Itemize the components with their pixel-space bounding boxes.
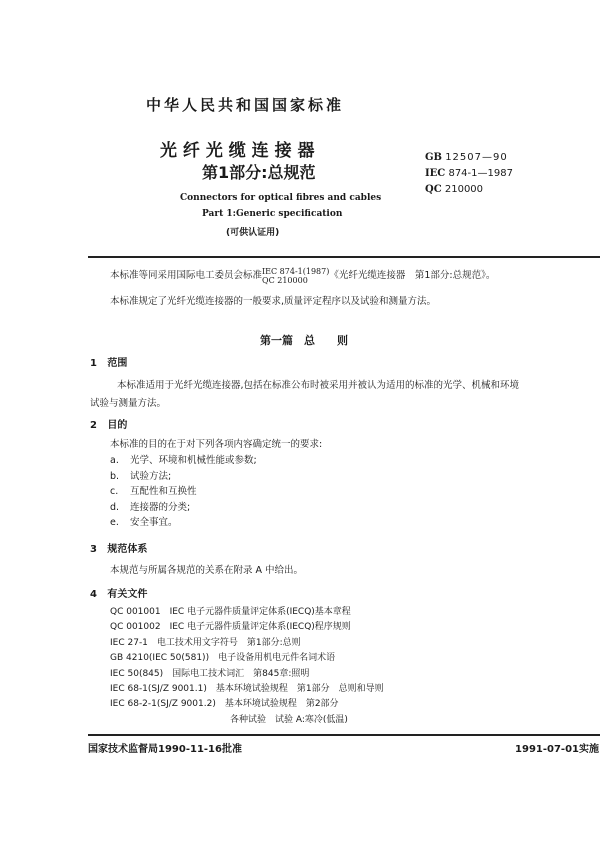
code-qc: QC 210000 [425, 184, 484, 195]
reference-item: IEC 27-1 电工技术用文字符号 第1部分:总则 [110, 637, 301, 648]
list-item: e. 安全事宜。 [110, 517, 178, 528]
list-item: c. 互配性和互换性 [110, 486, 197, 497]
code-iec: IEC 874-1—1987 [425, 168, 513, 179]
subtitle-cn: 第1部分:总规范 [202, 163, 316, 182]
header-rule [88, 256, 600, 258]
section-3-body: 本规范与所属各规范的关系在附录 A 中给出。 [110, 565, 304, 576]
reference-item: QC 001001 IEC 电子元器件质量评定体系(IECQ)基本章程 [110, 607, 351, 617]
reference-item: QC 001002 IEC 电子元器件质量评定体系(IECQ)程序规则 [110, 622, 351, 633]
reference-list [110, 605, 384, 728]
section-4-heading: 4 有关文件 [90, 589, 148, 600]
title-cn: 光 纤 光 缆 连 接 器 [160, 141, 315, 161]
effective-date: 1991-07-01实施 [515, 744, 599, 755]
title-en: Connectors for optical fibres and cables [180, 193, 382, 203]
section-1-heading: 1 范围 [90, 358, 128, 369]
country-standard-heading: 中华人民共和国国家标准 [146, 96, 345, 114]
approval-date: 国家技术监督局1990-11-16批准 [88, 744, 242, 755]
certification-note: (可供认证用) [226, 228, 280, 238]
section-1-body-cont: 试验与测量方法。 [90, 398, 167, 409]
standard-codes [425, 150, 513, 198]
code-gb: GB 12507—90 [425, 152, 508, 163]
footer-rule [88, 734, 600, 736]
section-2-heading: 2 目的 [90, 420, 128, 431]
part-title: 第一篇 总 则 [260, 334, 348, 347]
subtitle-en: Part 1:Generic specification [202, 209, 343, 219]
section-1-body: 本标准适用于光纤光缆连接器,包括在标准公布时被采用并被认为适用的标准的光学、机械和环境 [117, 380, 520, 391]
intro-line-2: 本标准规定了光纤光缆连接器的一般要求,质量评定程序以及试验和测量方法。 [110, 296, 437, 307]
reference-item: IEC 50(845) 国际电工技术词汇 第845章:照明 [110, 668, 310, 679]
section-2-list [110, 453, 257, 531]
reference-item: GB 4210(IEC 50(581)) 电子设备用机电元件名词术语 [110, 653, 336, 664]
list-item: b. 试验方法; [110, 470, 172, 482]
list-item: a. 光学、环境和机械性能或参数; [110, 455, 257, 466]
list-item: d. 连接器的分类; [110, 501, 191, 513]
section-2-body: 本标准的目的在于对下列各项内容确定统一的要求: [110, 439, 323, 450]
section-3-heading: 3 规范体系 [90, 544, 148, 555]
intro-line-1: 本标准等同采用国际电工委员会标准 IEC 874-1(1987) QC 210000 《光纤光缆连接器 第1部分:总规范》。 [110, 266, 496, 285]
reference-item: IEC 68-1(SJ/Z 9001.1) 基本环境试验规程 第1部分 总则和导则 [110, 684, 384, 695]
reference-item: 各种试验 试验 A:寒冷(低温) [230, 714, 348, 725]
reference-item: IEC 68-2-1(SJ/Z 9001.2) 基本环境试验规程 第2部分 [110, 699, 339, 710]
